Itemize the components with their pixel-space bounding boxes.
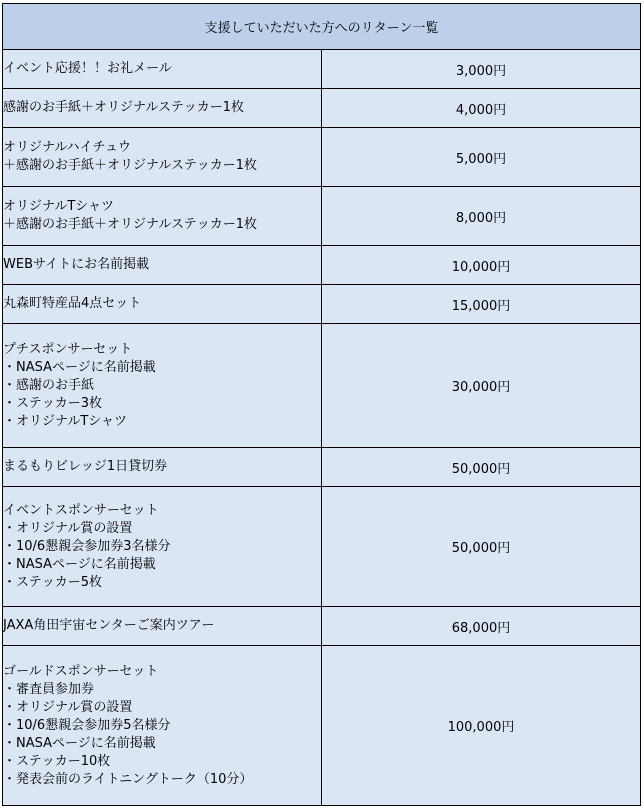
- table-row: [3, 487, 641, 607]
- reward-item-line: ＋感謝のお手紙＋オリジナルステッカー1枚: [3, 217, 257, 232]
- table-row: [3, 607, 641, 646]
- table-row: [3, 187, 641, 246]
- reward-price: 30,000円: [322, 324, 641, 448]
- table-row: [3, 646, 641, 806]
- reward-item-line: 丸森町特産品4点セット: [3, 296, 142, 311]
- reward-price: 15,000円: [322, 285, 641, 324]
- reward-item-line: ・ステッカー3枚: [3, 395, 103, 411]
- table-row: [3, 324, 641, 448]
- reward-item-cell: [3, 246, 322, 285]
- reward-price: 50,000円: [322, 487, 641, 607]
- reward-price: 3,000円: [322, 50, 641, 89]
- reward-item-cell: [3, 646, 322, 806]
- reward-item-cell: [3, 448, 322, 487]
- reward-item-line: イベント応援！！お礼メール: [3, 61, 172, 76]
- reward-price: 5,000円: [322, 128, 641, 187]
- reward-item-line: ・NASAページに名前掲載: [3, 735, 156, 751]
- reward-price: 10,000円: [322, 246, 641, 285]
- reward-item-line: ・発表会前のライトニングトーク（10分）: [3, 771, 253, 787]
- reward-item-line: まるもりビレッジ1日貸切券: [3, 459, 168, 474]
- table-row: [3, 50, 641, 89]
- reward-item-line: オリジナルハイチュウ: [3, 140, 132, 155]
- reward-item-line: ＋感謝のお手紙＋オリジナルステッカー1枚: [3, 158, 257, 173]
- title-row: [3, 4, 641, 50]
- reward-price: 4,000円: [322, 89, 641, 128]
- reward-item-line: JAXA角田宇宙センターご案内ツアー: [3, 618, 215, 633]
- reward-item-line: オリジナルTシャツ: [3, 199, 115, 214]
- reward-item-line: 感謝のお手紙＋オリジナルステッカー1枚: [3, 100, 244, 115]
- reward-price: 100,000円: [322, 646, 641, 806]
- table-title: 支援していただいた方へのリターン一覧: [3, 4, 641, 50]
- reward-item-cell: [3, 89, 322, 128]
- reward-item-line: ・NASAページに名前掲載: [3, 359, 156, 375]
- reward-item-line: ・NASAページに名前掲載: [3, 556, 156, 572]
- reward-item-cell: [3, 128, 322, 187]
- reward-item-line: ・オリジナル賞の設置: [3, 520, 133, 536]
- reward-price: 8,000円: [322, 187, 641, 246]
- table-row: [3, 89, 641, 128]
- reward-item-cell: [3, 607, 322, 646]
- reward-item-line: ・感謝のお手紙: [3, 377, 95, 393]
- reward-price: 50,000円: [322, 448, 641, 487]
- reward-item-line: ・オリジナルTシャツ: [3, 413, 128, 429]
- reward-item-line: ・ステッカー5枚: [3, 574, 103, 590]
- table-row: [3, 128, 641, 187]
- reward-item-line: イベントスポンサーセット: [3, 502, 159, 518]
- reward-item-cell: [3, 285, 322, 324]
- table-row: [3, 285, 641, 324]
- reward-item-line: プチスポンサーセット: [3, 341, 133, 357]
- reward-item-line: ・審査員参加券: [3, 681, 95, 697]
- reward-item-line: ゴールドスポンサーセット: [3, 663, 159, 679]
- reward-item-cell: [3, 187, 322, 246]
- table-row: [3, 246, 641, 285]
- reward-item-line: ・オリジナル賞の設置: [3, 699, 133, 715]
- reward-item-cell: [3, 50, 322, 89]
- reward-item-cell: [3, 487, 322, 607]
- reward-price: 68,000円: [322, 607, 641, 646]
- reward-item-line: WEBサイトにお名前掲載: [3, 257, 150, 272]
- table-row: [3, 448, 641, 487]
- return-list-table: [2, 3, 641, 806]
- reward-item-line: ・ステッカー10枚: [3, 753, 111, 769]
- reward-item-cell: [3, 324, 322, 448]
- reward-item-line: ・10/6懇親会参加券3名様分: [3, 538, 171, 554]
- reward-item-line: ・10/6懇親会参加券5名様分: [3, 717, 171, 733]
